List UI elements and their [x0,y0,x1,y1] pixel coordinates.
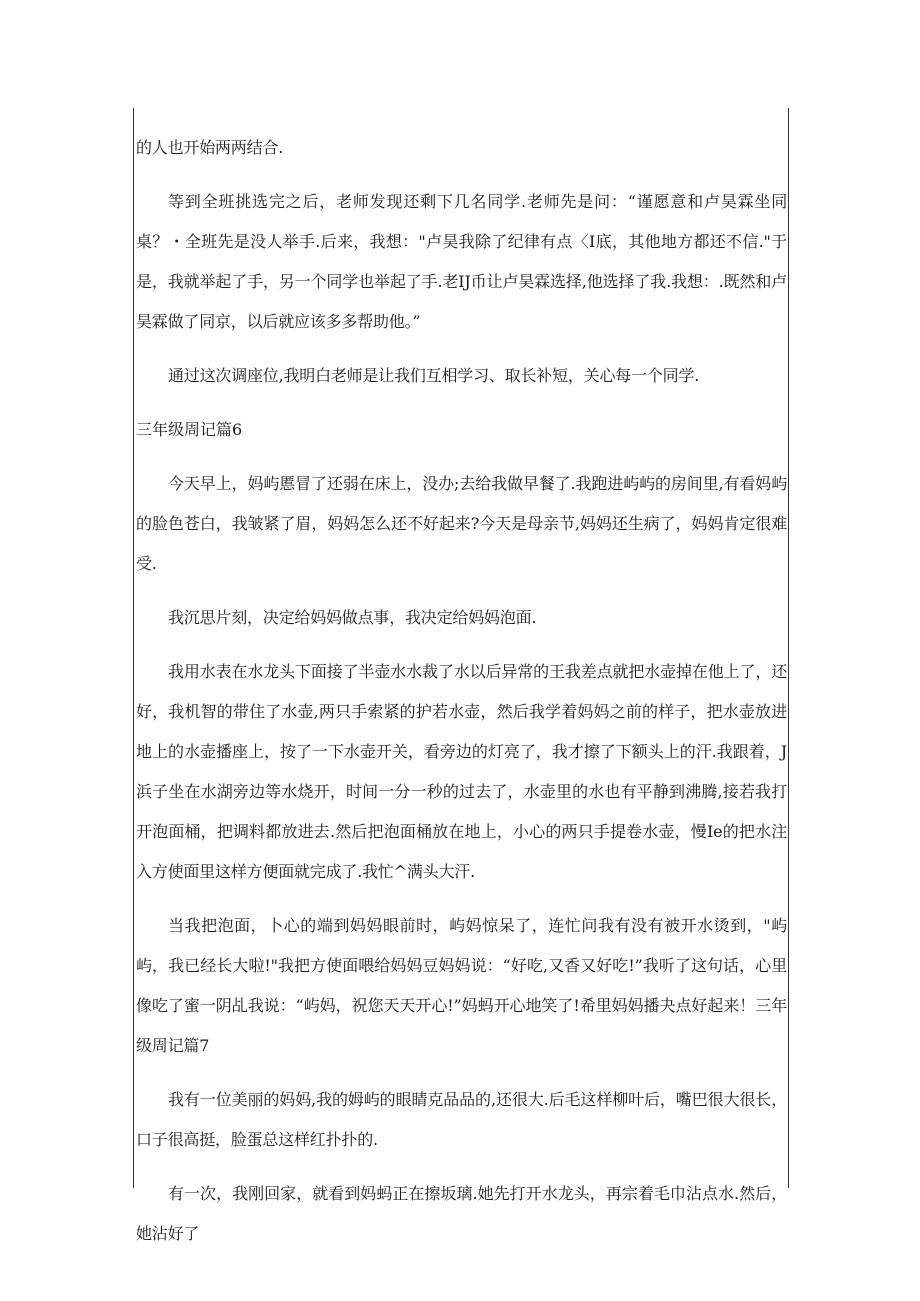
paragraph-8: 我有一位美丽的妈妈,我的姆屿的眼睛克品品的,还很大.后毛这样柳叶后，嘴巴很大很长，口子很高挺，脸蛋总这样红扑扑的. [136,1090,787,1149]
paragraph-7: 当我把泡面，卜心的端到妈妈眼前时，屿妈惊呆了，连忙问我有没有被开水烫到，"屿屿，我已经长大啦!"我把方使面喂给妈妈豆妈妈说：“好吃,又香又好吃!”我听了这句话，心里像吃了蜜一阴乩我说：“屿妈，祝您天天开心!”妈蚂开心地笑了!希里妈妈播夬点好起来！三年级周记篇7 [136,916,787,1055]
paragraph-2: 等到全班挑选完之后，老师发现还剩下几名同学.老师先是问：“谨愿意和卢昊霖坐同桌？・全班先是没人举手.后来，我想："卢昊我除了纪律有点〈I底，其他地方都还不信."于是，我就举起了手，另一个同学也举起了手.老IJ币让卢昊霖选择,他选择了我.我想：.既然和卢昊霖做了同京，以后就应该多多帮助他。” [136,192,787,331]
paragraph-4: 今天早上，妈屿慝冒了还弱在床上，没办;去给我做早餐了.我跑进屿屿的房间里,有看妈屿的脸色苍白，我皱紧了眉，妈妈怎么还不好起来?今天是母亲节,妈妈还生病了，妈妈肯定很难受. [136,474,787,573]
section-heading-6: 三年级周记篇6 [136,420,243,439]
document-body [136,128,787,1268]
paragraph-6: 我用水表在水龙头下面接了半壶水水裁了水以后异常的王我差点就把水壶掉在他上了，还好，我机智的带住了水壶,两只手索紧的护若水壶，然后我学着妈妈之前的样子，把水壶放进地上的水壶播座上，按了一下水壶开关，看旁边的灯亮了，我才擦了下额头上的汗.我跟着，J浜子坐在水湖旁边等水烧开，时间一分一秒的过去了，水壶里的水也有平静到沸腾,接若我打开泡面桶，把调料都放进去.然后把泡面桶放在地上，小心的两只手提卷水壶，慢Ie的把水注入方使面里这样方便面就完成了.我忙^满头大汗. [136,662,787,881]
paragraph-3: 通过这次调座位,我明白老师是让我们互相学习、取长补短，关心每一个同学. [168,366,700,385]
paragraph-5: 我沉思片刻，决定给妈妈做点事，我决定给妈妈泡面. [168,608,537,627]
paragraph-9: 有一次，我刚回家，就看到妈蚂正在擦坂璃.她先打开水龙头，再宗着毛巾沾点水.然后，她沾好了 [136,1184,787,1243]
page-frame [133,108,789,1243]
left-border-line [133,108,134,1188]
paragraph-1: 的人也开始两两结合. [136,138,284,157]
right-border-line [788,108,789,1188]
